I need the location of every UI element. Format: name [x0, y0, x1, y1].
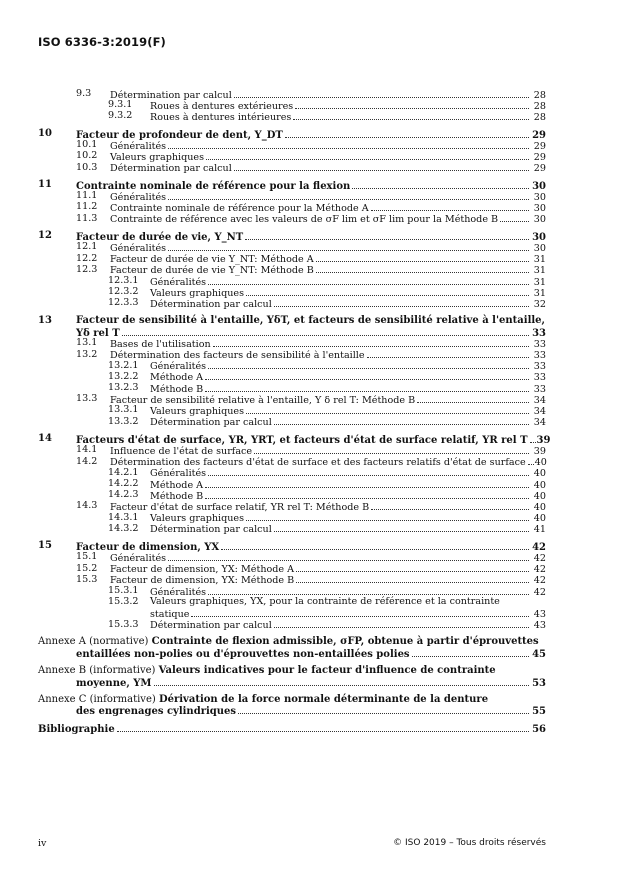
toc-entry-number: 14.3.1: [108, 511, 139, 523]
toc-entry-title: Détermination par calcul: [110, 163, 232, 175]
toc-entry-title: statique: [150, 609, 190, 620]
toc-entry[interactable]: [38, 705, 546, 716]
toc-leader-dots: [208, 275, 529, 285]
toc-leader-dots: [246, 286, 529, 296]
toc-entry-page: 40: [534, 457, 547, 469]
toc-entry-title: Détermination des facteurs d'état de surface et des facteurs relatifs d'état de surface: [110, 457, 526, 469]
annex-prefix: Annexe A (normative): [38, 636, 152, 648]
toc-leader-dots: [295, 99, 529, 109]
toc-entry[interactable]: [38, 360, 546, 371]
toc-entry[interactable]: [38, 99, 546, 110]
toc-entry-number: 10: [38, 127, 52, 139]
toc-entry-title: Détermination par calcul: [150, 298, 272, 310]
toc-entry[interactable]: [38, 201, 546, 215]
toc-entry-title: Valeurs graphiques: [150, 406, 245, 418]
toc-entry[interactable]: [38, 694, 546, 705]
toc-entry-title: Influence de l'état de surface: [110, 445, 253, 457]
toc-entry-title: Méthode A: [150, 372, 204, 384]
toc-leader-dots: [208, 585, 529, 595]
toc-entry-page: 33: [533, 372, 546, 384]
toc-entry-number: 10.2: [76, 150, 98, 162]
toc-entry-title: Contrainte nominale de référence pour la flexion: [76, 180, 351, 192]
toc-entry-title: Valeurs graphiques, YX, pour la contrainte de référence et la contrainte: [150, 596, 500, 608]
toc-entry[interactable]: [38, 326, 546, 337]
toc-entry[interactable]: [38, 88, 546, 99]
toc-entry-page: 30: [532, 180, 546, 192]
toc-entry-title: Facteur de dimension, YX: Méthode B: [110, 575, 295, 587]
toc-entry-title: Détermination par calcul: [150, 620, 272, 632]
toc-entry-page: 31: [533, 265, 546, 277]
toc-leader-dots: [246, 404, 529, 414]
toc-entry-page: 42: [533, 564, 546, 576]
toc-entry-page: 42: [533, 553, 546, 565]
toc-entry[interactable]: [38, 456, 546, 467]
toc-entry-number: 12.3: [76, 263, 98, 275]
toc-entry-page: 55: [532, 706, 546, 718]
toc-entry-number: 15.3.1: [108, 585, 139, 597]
toc-entry-title: moyenne, YM: [76, 677, 152, 689]
toc-leader-dots: [168, 190, 529, 200]
toc-entry-title: Facteur de durée de vie Y_NT: Méthode A: [110, 254, 314, 266]
toc-entry[interactable]: [38, 337, 546, 348]
toc-leader-dots: [417, 393, 529, 403]
toc-entry[interactable]: [38, 162, 546, 173]
toc-entry[interactable]: [38, 647, 546, 658]
toc-entry[interactable]: [38, 512, 546, 523]
toc-entry-page: 39: [536, 434, 551, 446]
toc-entry-number: 13: [38, 314, 52, 326]
toc-entry[interactable]: [38, 297, 546, 308]
toc-entry-title: Généralités: [150, 586, 207, 598]
toc-entry[interactable]: [38, 607, 546, 618]
toc-entry-page: 29: [533, 140, 546, 152]
toc-entry-title: Facteur de durée de vie Y_NT: Méthode B: [110, 265, 314, 277]
toc-entry-title: Facteur d'état de surface relatif, YR rel T: Méthode B: [110, 501, 370, 513]
toc-entry[interactable]: [38, 523, 546, 534]
toc-entry-number: 14.2.3: [108, 489, 139, 501]
toc-entry-page: 33: [532, 327, 546, 339]
toc-leader-dots: [191, 607, 529, 617]
toc-entry-title: Généralités: [110, 191, 167, 203]
toc-leader-dots: [254, 444, 529, 454]
toc-entry-page: 28: [533, 111, 546, 123]
toc-entry-number: 9.3: [76, 88, 92, 99]
toc-entry-page: 42: [533, 575, 546, 587]
toc-entry-title: Bases de l'utilisation: [110, 338, 211, 350]
toc-entry-page: 31: [533, 287, 546, 299]
toc-entry-title: Détermination des facteurs de sensibilité à l'entaille: [110, 350, 365, 362]
toc-entry-number: 14.3.2: [108, 522, 139, 534]
toc-entry-page: 56: [532, 724, 546, 736]
toc-entry[interactable]: [38, 253, 546, 264]
toc-entry[interactable]: [38, 585, 546, 596]
toc-leader-dots: [205, 382, 529, 392]
toc-entry[interactable]: [38, 444, 546, 455]
toc-entry[interactable]: [38, 150, 546, 161]
toc-entry-number: 12.3.3: [108, 297, 139, 309]
toc-entry-number: 15.3.3: [108, 618, 139, 630]
toc-entry-page: 28: [533, 100, 546, 112]
toc-entry-page: 39: [533, 445, 546, 457]
toc-leader-dots: [296, 563, 529, 573]
toc-entry-number: 13.2.3: [108, 382, 139, 394]
toc-entry[interactable]: [38, 676, 546, 687]
toc-leader-dots: [352, 179, 529, 189]
toc-entry-page: 42: [533, 586, 546, 598]
toc-entry-number: 14.2.1: [108, 466, 139, 478]
toc-entry-number: 14.1: [76, 444, 98, 456]
toc-leader-dots: [500, 213, 529, 223]
toc-entry-number: 13.2.2: [108, 370, 139, 382]
toc-entry[interactable]: [38, 551, 546, 565]
toc-leader-dots: [285, 128, 529, 138]
toc-leader-dots: [274, 619, 529, 629]
toc-entry-title: Généralités: [110, 243, 167, 255]
toc-entry-page: 31: [533, 254, 546, 266]
toc-entry-title: Valeurs graphiques: [150, 287, 245, 299]
toc-entry-title: Détermination par calcul: [110, 89, 232, 101]
toc-entry-number: 9.3.1: [108, 99, 133, 111]
toc-entry[interactable]: [38, 478, 546, 489]
toc-entry-title: Détermination par calcul: [150, 524, 272, 536]
toc-entry[interactable]: [38, 264, 546, 275]
toc-entry-title: Facteur de dimension, YX: [76, 541, 220, 553]
toc-leader-dots: [238, 705, 529, 715]
toc-entry-page: 34: [533, 394, 546, 406]
toc-entry[interactable]: [38, 393, 546, 404]
toc-entry-page: 40: [533, 513, 546, 525]
toc-entry[interactable]: [38, 574, 546, 585]
toc-entry[interactable]: [38, 371, 546, 382]
toc-entry-page: 43: [533, 620, 546, 632]
toc-entry-title: Roues à dentures extérieures: [150, 100, 294, 112]
toc-entry[interactable]: [38, 315, 546, 326]
toc-entry[interactable]: [38, 596, 546, 607]
toc-entry-number: 10.3: [76, 161, 98, 173]
toc-leader-dots: [246, 512, 529, 522]
toc-entry-page: 53: [532, 677, 546, 689]
toc-entry-title: Facteur de sensibilité à l'entaille, YδT, et facteurs de sensibilité relative à l'entaille,: [76, 314, 546, 326]
toc-leader-dots: [208, 360, 529, 370]
toc-entry-page: 30: [532, 231, 546, 243]
toc-entry-number: 14.2: [76, 455, 98, 467]
toc-entry-number: 9.3.2: [108, 110, 133, 122]
toc-entry-title: Généralités: [110, 140, 167, 152]
toc-entry-page: 33: [533, 361, 546, 373]
toc-entry-title: Dérivation de la force normale déterminante de la denture: [158, 693, 489, 705]
toc-entry-number: 13.2.1: [108, 359, 139, 371]
toc-entry-title: Valeurs graphiques: [110, 151, 205, 163]
toc-entry-title: Généralités: [110, 553, 167, 565]
toc-entry-number: 13.3.2: [108, 415, 139, 427]
toc-entry-title: Méthode A: [150, 479, 204, 491]
toc-entry-page: 40: [533, 479, 546, 491]
toc-entry[interactable]: [38, 563, 546, 574]
toc-entry-title: Méthode B: [150, 490, 204, 502]
toc-entry-number: 12.3.1: [108, 274, 139, 286]
toc-entry-page: 29: [533, 163, 546, 175]
toc-entry-page: 34: [533, 417, 546, 429]
toc-entry-title: Bibliographie: [38, 724, 115, 736]
toc-entry-number: 11.3: [76, 212, 98, 224]
toc-entry-page: 33: [533, 350, 546, 362]
toc-entry[interactable]: [38, 619, 546, 630]
toc-entry-page: 40: [533, 468, 546, 480]
toc-entry-title: Détermination par calcul: [150, 417, 272, 429]
toc-leader-dots: [371, 201, 529, 211]
toc-leader-dots: [154, 676, 530, 686]
toc-entry-page: 30: [533, 191, 546, 203]
toc-entry-title: Méthode B: [150, 383, 204, 395]
toc-leader-dots: [206, 150, 529, 160]
toc-entry-page: 33: [533, 338, 546, 350]
toc-entry-page: 29: [532, 129, 546, 141]
toc-leader-dots: [316, 264, 529, 274]
toc-entry[interactable]: [38, 139, 546, 150]
document-header: ISO 6336-3:2019(F): [38, 35, 166, 49]
toc-entry[interactable]: [38, 275, 546, 286]
toc-entry-page: 30: [533, 203, 546, 215]
toc-entry-number: 13.2: [76, 348, 98, 360]
toc-entry-title: Généralités: [150, 361, 207, 373]
table-of-contents: [38, 88, 551, 736]
toc-entry-number: 11.2: [76, 201, 98, 213]
toc-leader-dots: [168, 551, 529, 561]
toc-entry-number: 10.1: [76, 139, 98, 151]
copyright-notice: © ISO 2019 – Tous droits réservés: [393, 838, 546, 848]
toc-leader-dots: [168, 139, 529, 149]
toc-entry-title: Valeurs graphiques: [150, 513, 245, 525]
toc-entry-number: 15.2: [76, 562, 98, 574]
toc-entry-page: 30: [533, 243, 546, 255]
toc-entry-number: 13.1: [76, 337, 98, 349]
toc-entry-page: 40: [533, 501, 546, 513]
toc-leader-dots: [205, 478, 529, 488]
toc-entry-page: 43: [533, 609, 546, 620]
toc-entry[interactable]: [38, 540, 546, 551]
toc-entry[interactable]: [38, 467, 546, 478]
toc-entry-page: 29: [533, 151, 546, 163]
toc-entry[interactable]: [38, 636, 546, 647]
toc-entry-title: Valeurs indicatives pour le facteur d'influence de contrainte: [158, 664, 496, 676]
toc-entry[interactable]: [38, 110, 546, 121]
toc-entry[interactable]: [38, 500, 546, 511]
toc-entry-number: 15.3: [76, 573, 98, 585]
toc-leader-dots: [371, 500, 529, 510]
toc-entry-title: Facteur de profondeur de dent, Y_DT: [76, 129, 283, 141]
toc-entry-number: 14.2.2: [108, 477, 139, 489]
toc-entry[interactable]: [38, 241, 546, 255]
toc-entry-number: 12.2: [76, 252, 98, 264]
annex-prefix: Annexe C (informative): [38, 693, 159, 705]
toc-entry-title: Généralités: [150, 276, 207, 288]
toc-entry[interactable]: [38, 286, 546, 297]
toc-entry-page: 32: [533, 298, 546, 310]
toc-entry-number: 14: [38, 433, 52, 445]
toc-entry[interactable]: [38, 179, 546, 190]
toc-entry-title: Contrainte de flexion admissible, σFP, obtenue à partir d'éprouvettes: [151, 636, 539, 648]
toc-entry-page: 41: [533, 524, 546, 536]
toc-entry-title: Facteurs d'état de surface, YR, YRT, et facteurs d'état de surface relatif, YR rel T: [76, 434, 528, 446]
toc-entry-page: 28: [533, 89, 546, 101]
toc-entry[interactable]: [38, 349, 546, 360]
toc-entry-title: Contrainte de référence avec les valeurs de σF lim et σF lim pour la Méthode B: [110, 214, 499, 226]
toc-entry-title: des engrenages cylindriques: [76, 706, 237, 718]
toc-leader-dots: [234, 162, 529, 172]
toc-entry-number: 11: [38, 179, 52, 191]
toc-leader-dots: [208, 467, 529, 477]
toc-entry[interactable]: [38, 722, 546, 736]
toc-entry-number: 12.3.2: [108, 286, 139, 298]
toc-leader-dots: [367, 349, 529, 359]
toc-entry[interactable]: [38, 213, 546, 224]
toc-entry-title: entaillées non-polies ou d'éprouvettes non-entaillées polies: [76, 648, 410, 660]
toc-leader-dots: [316, 253, 529, 263]
toc-entry-number: 13.3.1: [108, 404, 139, 416]
toc-leader-dots: [221, 540, 529, 550]
toc-entry[interactable]: [38, 190, 546, 201]
toc-leader-dots: [274, 297, 529, 307]
toc-entry[interactable]: [38, 128, 546, 139]
toc-entry-title: Facteur de dimension, YX: Méthode A: [110, 564, 295, 576]
toc-leader-dots: [117, 722, 529, 732]
toc-leader-dots: [122, 326, 529, 336]
toc-leader-dots: [234, 88, 529, 98]
toc-entry[interactable]: [38, 404, 546, 418]
toc-entry-page: 34: [533, 406, 546, 418]
toc-entry-number: 15.3.2: [108, 596, 139, 608]
toc-entry-page: 31: [533, 276, 546, 288]
toc-entry-page: 45: [532, 648, 546, 660]
toc-entry-title: Facteur de durée de vie, Y_NT: [76, 231, 244, 243]
toc-entry-page: 42: [532, 541, 546, 553]
toc-leader-dots: [296, 574, 529, 584]
toc-leader-dots: [274, 416, 529, 426]
toc-leader-dots: [205, 489, 529, 499]
toc-leader-dots: [245, 230, 529, 240]
annex-prefix: Annexe B (informative): [38, 664, 159, 676]
toc-leader-dots: [205, 371, 529, 381]
toc-leader-dots: [168, 241, 529, 251]
toc-entry-number: 14.3: [76, 500, 98, 512]
toc-entry[interactable]: [38, 433, 551, 446]
toc-entry-number: 15: [38, 540, 52, 552]
toc-entry-number: 11.1: [76, 190, 98, 202]
toc-entry[interactable]: [38, 665, 546, 676]
toc-entry-title: Généralités: [150, 468, 207, 480]
toc-entry-page: 40: [533, 490, 546, 502]
toc-leader-dots: [274, 523, 529, 533]
page-number: iv: [38, 838, 47, 849]
toc-entry-title: Facteur de sensibilité relative à l'entaille, Y δ rel T: Méthode B: [110, 394, 416, 406]
toc-entry-number: 13.3: [76, 393, 98, 405]
toc-entry[interactable]: [38, 230, 546, 241]
toc-entry-title: Contrainte nominale de référence pour la Méthode A: [110, 203, 369, 215]
toc-leader-dots: [412, 647, 529, 657]
toc-entry[interactable]: [38, 416, 546, 427]
toc-entry-number: 12: [38, 230, 52, 242]
toc-entry-page: 33: [533, 383, 546, 395]
toc-entry[interactable]: [38, 489, 546, 500]
toc-entry-title: Yδ rel T: [76, 327, 120, 339]
toc-entry[interactable]: [38, 382, 546, 393]
toc-entry-title: Roues à dentures intérieures: [150, 111, 292, 123]
toc-entry-number: 15.1: [76, 551, 98, 563]
toc-entry-page: 30: [533, 214, 546, 226]
toc-leader-dots: [213, 337, 529, 347]
toc-leader-dots: [293, 110, 529, 120]
toc-entry-number: 12.1: [76, 241, 98, 253]
